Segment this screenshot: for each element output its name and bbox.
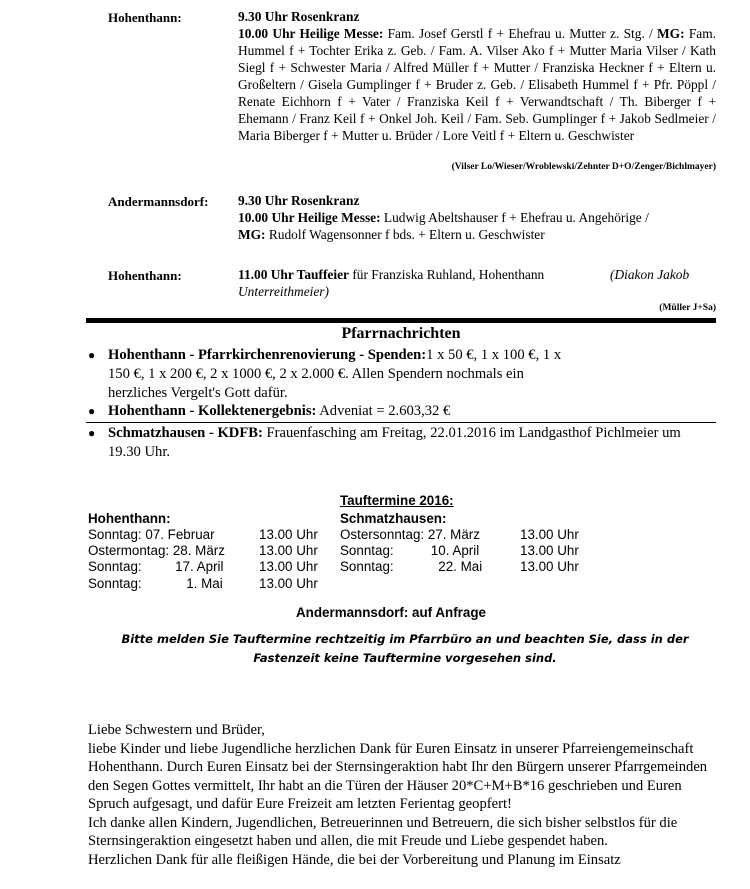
mass-intentions: Fam. Josef Gerstl f + Ehefrau u. Mutter z. Stg. /: [383, 26, 658, 41]
letter-paragraph: liebe Kinder und liebe Jugendliche herzlichen Dank für Euren Einsatz in unserer Pfarreiengemeinschaft Hohenthann. Durch Euren Einsatz bei der Sternsingeraktion habt Ihr den Bürgern unserer Pfarrgemeinden den Segen Gottes vermittelt, Ihr habt an die Türen der Häuser 20*C+M+B*16 geschrieben und Euren Spruch aufgesagt, und dafür Eure Freizeit am letzten Ferientag geopfert!: [88, 740, 708, 812]
baptism-date: Ostersonntag: 27. März: [340, 527, 480, 542]
news-heading: Hohenthann - Pfarrkirchenrenovierung - Spenden:: [108, 347, 427, 363]
baptism-date: Sonntag: 22. Mai: [340, 559, 483, 574]
bullet-icon: ●: [88, 348, 96, 362]
baptism-date: Sonntag: 1. Mai: [88, 576, 223, 591]
mass-intentions: Ludwig Abeltshauser f + Ehefrau u. Angehörige /: [380, 210, 649, 225]
news-heading: Hohenthann - Kollektenergebnis:: [108, 403, 317, 419]
location-andermannsdorf: Andermannsdorf:: [108, 194, 209, 209]
readers-credit-2: (Müller J+Sa): [659, 303, 716, 313]
baptism-title: Tauftermine 2016:: [340, 493, 454, 508]
baptism-time: 13.00 Uhr: [520, 543, 579, 558]
news-text: Adveniat = 2.603,32 €: [316, 403, 451, 419]
baptism-time: 13.00 Uhr: [259, 527, 318, 542]
rosary-time: 9.30 Uhr Rosenkranz: [238, 9, 360, 24]
mg-intentions: Fam. Hummel f + Tochter Erika z. Geb. / Fam. A. Vilser Ako f + Mutter Maria Vilser / Kath Siegl f + Schwester Maria / Alfred Müller f + Mutter / Franziska Heckner f + Eltern u. Großeltern / Gisela Gumplinger f + Bruder z. Geb. / Elisabeth Hummel f + Pfr. Pöppl / Renate Eichhorn f + Vater / Franziska Keil f + Verwandtschaft / Th. Biberger f + Ehemann / Franz Keil f + Onkel Joh. Keil / Fam. Seb. Gumplinger f + Jakob Sedlmeier / Maria Biberger f + Mutter u. Brüder / Lore Veitl f + Eltern u. Geschwister: [238, 26, 716, 143]
mass-label: 10.00 Uhr Heilige Messe:: [238, 210, 381, 225]
baptism-time: 11.00 Uhr Tauffeier: [238, 267, 349, 282]
service-andermannsdorf: [238, 192, 716, 243]
mg-label: MG:: [238, 227, 266, 242]
letter-paragraph: Ich danke allen Kindern, Jugendlichen, Betreuerinnen und Betreuern, die sich bisher selbstlos für die Sternsingeraktion eingesetzt haben und allen, die mit Freude und Liebe gespendet haben.: [88, 814, 678, 849]
baptism-date: Sonntag: 17. April: [88, 559, 224, 574]
baptism-right-header: Schmatzhausen:: [340, 511, 447, 526]
baptism-left-header: Hohenthann:: [88, 511, 171, 526]
section-title: Pfarrnachrichten: [341, 325, 461, 342]
baptism-time: 13.00 Uhr: [259, 543, 318, 558]
mg-intentions: Rudolf Wagensonner f bds. + Eltern u. Geschwister: [265, 227, 545, 242]
baptism-time: 13.00 Uhr: [520, 559, 579, 574]
location-hohenthann: Hohenthann:: [108, 10, 182, 25]
andermannsdorf-note: Andermannsdorf: auf Anfrage: [296, 605, 486, 620]
service-hohenthann: [238, 8, 716, 144]
baptism-time: 13.00 Uhr: [259, 576, 318, 591]
readers-credit: (Vilser Lo/Wieser/Wroblewski/Zehnter D+O/Zenger/Bichlmayer): [451, 162, 716, 172]
section-divider: [86, 318, 716, 323]
mass-label: 10.00 Uhr Heilige Messe:: [238, 26, 384, 41]
baptism-date: Ostermontag: 28. März: [88, 543, 225, 558]
baptism-date: Sonntag: 10. April: [340, 543, 480, 558]
rosary-time: 9.30 Uhr Rosenkranz: [238, 193, 360, 208]
baptism-time: 13.00 Uhr: [520, 527, 579, 542]
bullet-icon: ●: [88, 426, 96, 440]
news-item: [88, 346, 716, 406]
news-text: 1 x 50 €, 1 x 100 €, 1 x 150 €, 1 x 200 €, 2 x 1000 €, 2 x 2.000 €. Allen Spendern nochmals ein herzliches Vergelt's Gott dafür.: [108, 347, 562, 401]
mg-label: MG:: [657, 26, 685, 41]
baptism-date: Sonntag: 07. Februar: [88, 527, 215, 542]
letter-greeting: Liebe Schwestern und Brüder,: [88, 722, 265, 738]
news-divider: [86, 422, 716, 423]
news-text: Frauenfasching am Freitag, 22.01.2016 im Landgasthof Pichlmeier um 19.30 Uhr.: [108, 425, 681, 460]
mass-text: [238, 209, 716, 243]
deacon-name: (Diakon Jakob Unterreithmeier): [238, 267, 690, 299]
letter-paragraph: Herzlichen Dank für alle fleißigen Hände, die bei der Vorbereitung und Planung im Einsatz: [88, 851, 621, 868]
mass-text: [238, 25, 716, 144]
baptism-notice: Bitte melden Sie Tauftermine rechtzeitig im Pfarrbüro an und beachten Sie, dass in der Fastenzeit keine Tauftermine vorgesehen sind.: [121, 632, 689, 665]
thank-you-letter: [88, 721, 718, 869]
deacon-note: [238, 266, 716, 300]
baptism-text: für Franziska Ruhland, Hohenthann: [348, 267, 545, 282]
news-heading: Schmatzhausen - KDFB:: [108, 425, 263, 441]
location-hohenthann-baptism: Hohenthann:: [108, 268, 182, 283]
bullet-icon: ●: [88, 404, 96, 418]
baptism-time: 13.00 Uhr: [259, 559, 318, 574]
